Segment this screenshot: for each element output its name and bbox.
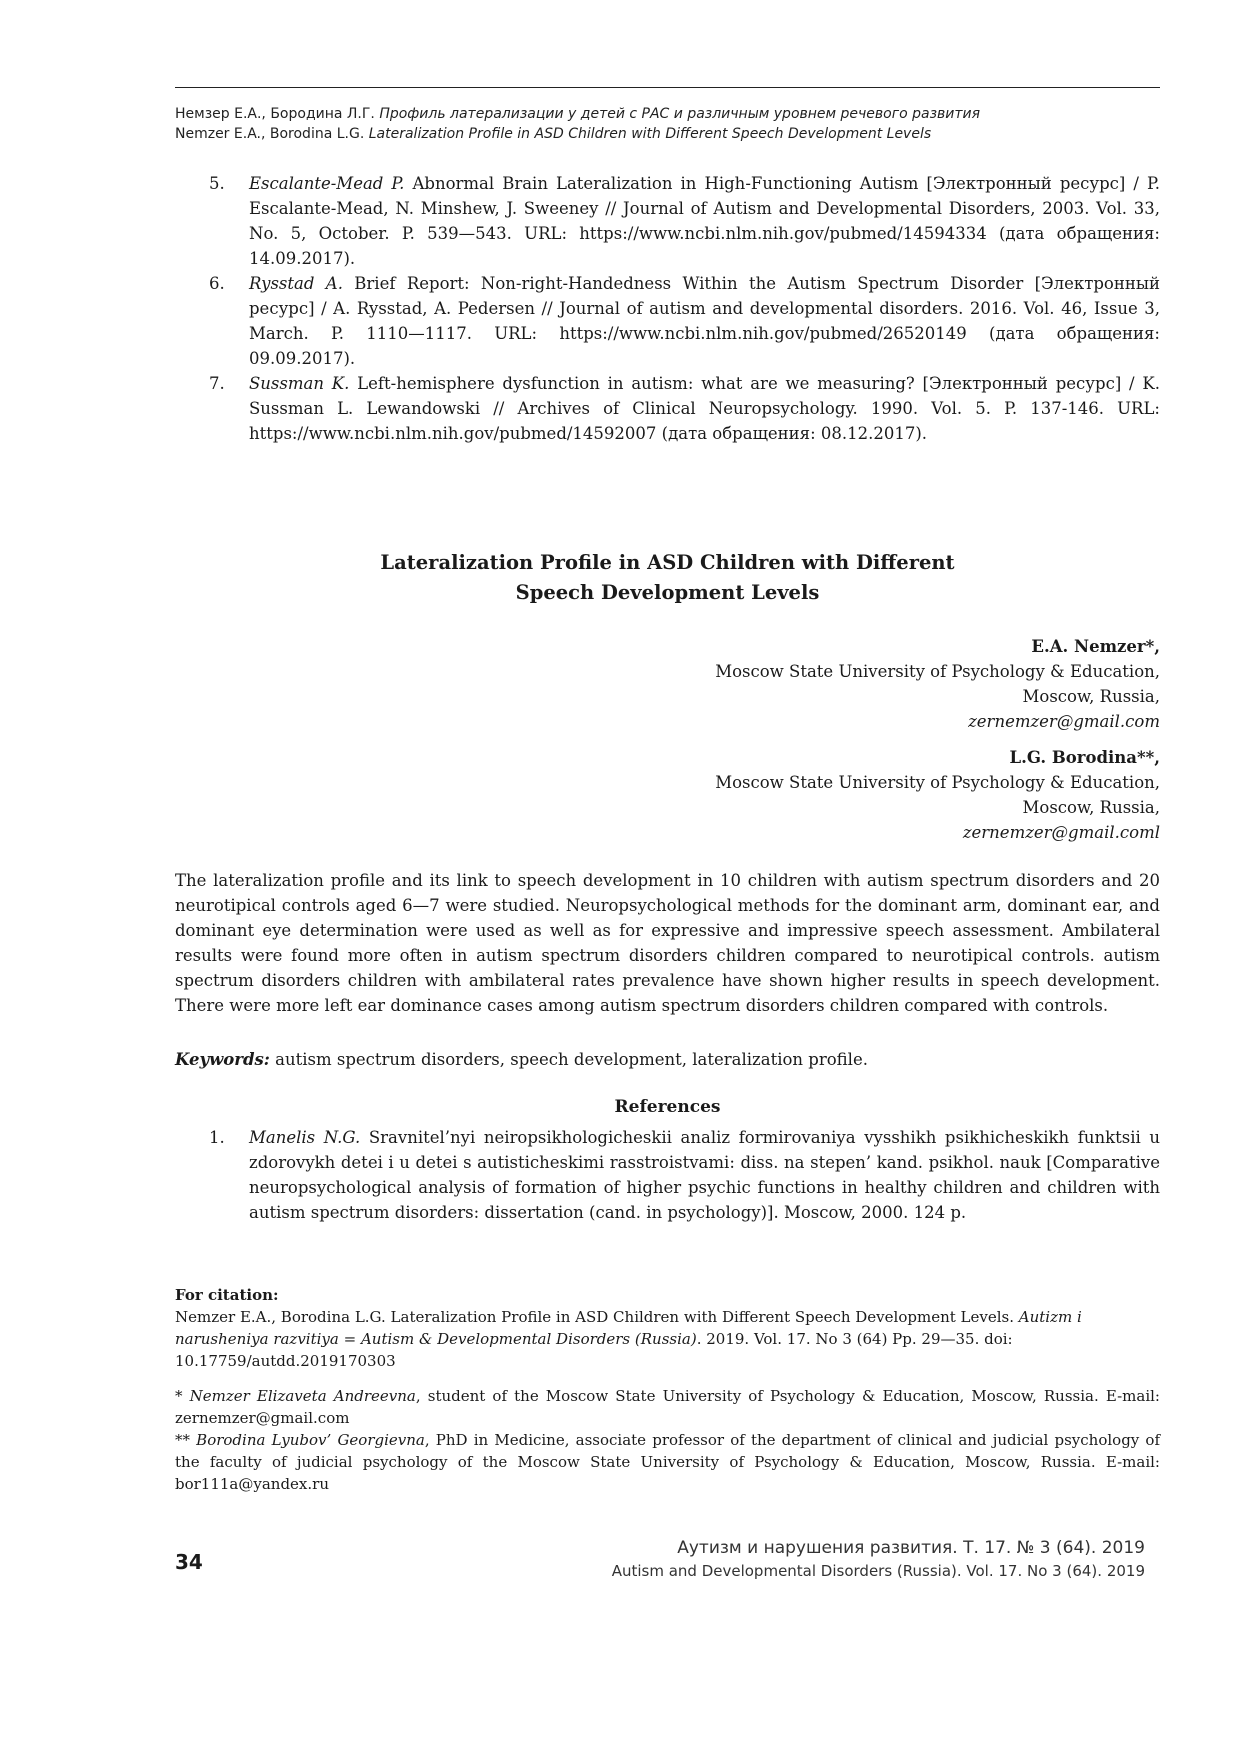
footnote-mark: * <box>175 1387 183 1405</box>
reference-item <box>175 1125 1160 1225</box>
reference-list-ru <box>175 171 1160 446</box>
citation-label: For citation: <box>175 1286 279 1304</box>
footer-journal-ru: Аутизм и нарушения развития. Т. 17. № 3 (64). 2019 <box>677 1538 1145 1558</box>
reference-author: Sussman K. <box>249 374 350 393</box>
author-block <box>600 634 1160 856</box>
abstract: The lateralization profile and its link to speech development in 10 children with autism spectrum disorders and 20 neurotipical controls aged 6—7 were studied. Neuropsychological methods for the dominant arm, dominant ear, and dominant eye determination were used as well as for expressive and impressive speech assessment. Ambilateral results were found more often in autism spectrum disorders children compared to neurotipical controls. autism spectrum disorders children with ambilateral rates prevalence have shown higher results in speech development. There were more left ear dominance cases among autism spectrum disorders children compared with controls. <box>175 871 1160 1015</box>
author-footnotes <box>175 1385 1160 1495</box>
footer-journal <box>560 1536 1145 1582</box>
citation-text-end: . 2019. Vol. 17. No 3 (64) Pp. 29—35. doi: 10.17759/autdd.2019170303 <box>175 1330 1013 1370</box>
author-name: L.G. Borodina**, <box>1009 748 1160 767</box>
reference-author: Escalante-Mead P. <box>249 174 405 193</box>
footnote-name: Borodina Lyubov’ Georgievna <box>196 1431 425 1449</box>
footnote-name: Nemzer Elizaveta Andreevna <box>189 1387 416 1405</box>
footer-journal-en: Autism and Developmental Disorders (Russia). Vol. 17. No 3 (64). 2019 <box>611 1562 1145 1580</box>
author-location: Moscow, Russia, <box>1022 798 1160 817</box>
citation-block <box>175 1284 1160 1372</box>
footnote-text: , PhD in Medicine, associate professor of the department of clinical and judicial psychology of the faculty of judicial psychology of the Moscow State University of Psychology & Education, Moscow, Russia. E-mail: bor111a@yandex.ru <box>175 1431 1161 1493</box>
reference-text: Abnormal Brain Lateralization in High-Functioning Autism [Электронный ресурс] / P. Escalante-Mead, N. Minshew, J. Sweeney // Journal of Autism and Developmental Disorders, 2003. Vol. 33, No. 5, October. P. 539—543. URL: https://www.ncbi.nlm.nih.gov/pubmed/14594334 (дата обращения: 14.09.2017). <box>249 174 1161 268</box>
author-entry <box>600 745 1160 845</box>
reference-text: Brief Report: Non-right-Handedness Within the Autism Spectrum Disorder [Электронный ресурс] / A. Rysstad, A. Pedersen // Journal of autism and developmental disorders. 2016. Vol. 46, Issue 3, March. P. 1110—1117. URL: https://www.ncbi.nlm.nih.gov/pubmed/26520149 (дата обращения: 09.09.2017). <box>249 274 1160 368</box>
citation-journal: Autizm i narusheniya razvitiya = Autism & Developmental Disorders (Russia) <box>175 1308 1082 1348</box>
reference-list-en <box>175 1125 1160 1225</box>
keywords <box>175 1047 1160 1072</box>
running-header-en <box>175 124 1160 144</box>
author-name: E.A. Nemzer*, <box>1031 637 1160 656</box>
author-affiliation: Moscow State University of Psychology & Education, <box>715 662 1160 681</box>
article-title-line-2: Speech Development Levels <box>515 581 820 604</box>
running-header-en-title: Lateralization Profile in ASD Children with Different Speech Development Levels <box>368 126 932 142</box>
running-header-ru-title: Профиль латерализации у детей с РАС и различным уровнем речевого развития <box>379 106 981 122</box>
footnote-mark: ** <box>175 1431 190 1449</box>
citation-text-start: Nemzer E.A., Borodina L.G. Lateralization Profile in ASD Children with Different Speech Development Levels. <box>175 1308 1014 1326</box>
page-number: 34 <box>175 1550 203 1574</box>
reference-item <box>175 171 1160 271</box>
reference-number: 6. <box>209 274 225 293</box>
references-heading: References <box>614 1097 721 1117</box>
reference-text: Left-hemisphere dysfunction in autism: what are we measuring? [Электронный ресурс] / K. Sussman L. Lewandowski // Archives of Clinical Neuropsychology. 1990. Vol. 5. P. 137-146. URL: https://www.ncbi.nlm.nih.gov/pubmed/14592007 (дата обращения: 08.12.2017). <box>249 374 1160 443</box>
reference-author: Rysstad A. <box>249 274 343 293</box>
header-rule <box>175 87 1160 88</box>
author-email: zernemzer@gmail.coml <box>962 823 1160 842</box>
reference-number: 5. <box>209 174 225 193</box>
running-header-ru-authors: Немзер Е.А., Бородина Л.Г. <box>175 106 375 122</box>
footnote <box>175 1385 1160 1429</box>
running-header-ru <box>175 104 1160 124</box>
author-email: zernemzer@gmail.com <box>968 712 1160 731</box>
keywords-text: autism spectrum disorders, speech development, lateralization profile. <box>275 1050 868 1069</box>
footnote-text: , student of the Moscow State University of Psychology & Education, Moscow, Russia. E-mail: zernemzer@gmail.com <box>175 1387 1160 1427</box>
footnote <box>175 1429 1160 1495</box>
reference-item <box>175 271 1160 371</box>
reference-item <box>175 371 1160 446</box>
reference-text: Sravnitel’nyi neiropsikhologicheskii analiz formirovaniya vysshikh psikhicheskikh funktsii u zdorovykh detei i u detei s autisticheskimi rasstroistvami: diss. na stepen’ kand. psikhol. nauk [Comparative neuropsychological analysis of formation of higher psychic functions in healthy children and children with autism spectrum disorders: dissertation (cand. in psychology)]. Moscow, 2000. 124 p. <box>249 1128 1160 1222</box>
article-title <box>175 548 1160 608</box>
author-affiliation: Moscow State University of Psychology & Education, <box>715 773 1160 792</box>
running-header <box>175 104 1160 144</box>
reference-author: Manelis N.G. <box>249 1128 361 1147</box>
reference-number: 7. <box>209 374 225 393</box>
keywords-label: Keywords: <box>175 1050 270 1069</box>
running-header-en-authors: Nemzer E.A., Borodina L.G. <box>175 126 365 142</box>
article-title-line-1: Lateralization Profile in ASD Children with Different <box>380 551 955 574</box>
author-entry <box>600 634 1160 734</box>
reference-number: 1. <box>209 1128 225 1147</box>
author-location: Moscow, Russia, <box>1022 687 1160 706</box>
